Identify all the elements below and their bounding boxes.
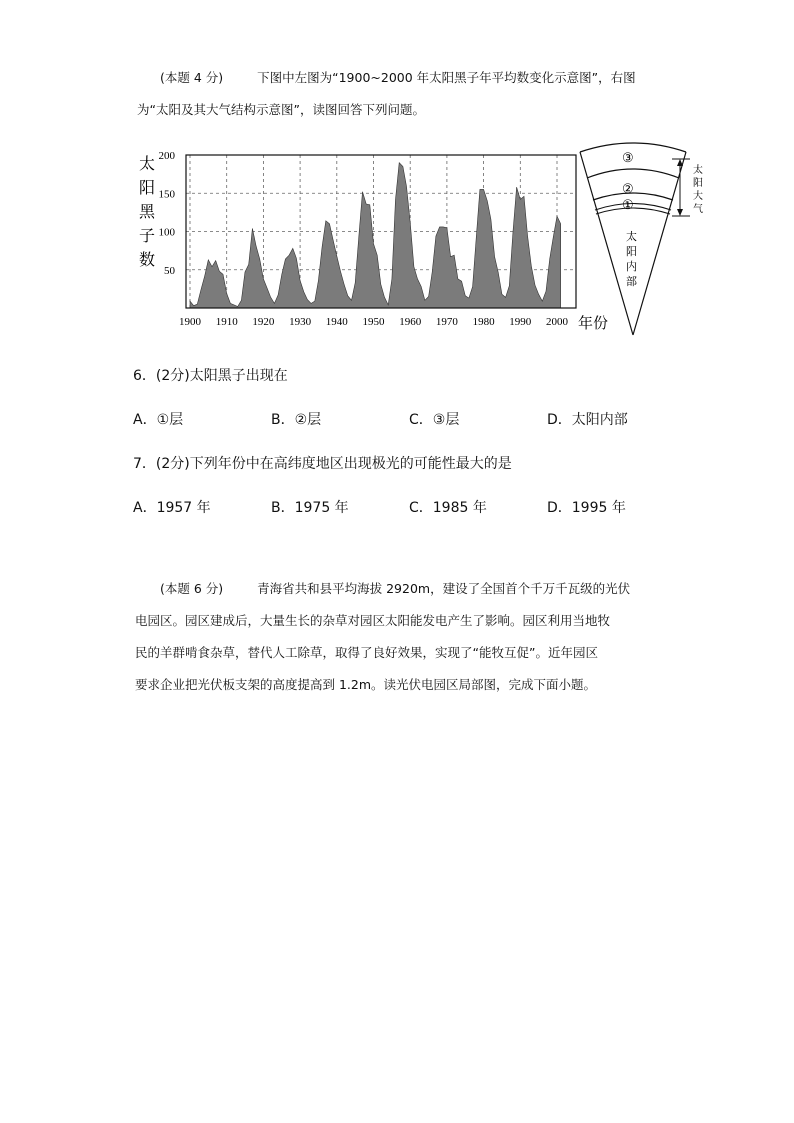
x-tick-label: 1950 — [362, 316, 385, 328]
intro2-line1 — [160, 579, 630, 597]
interior-char-2: 阳 — [626, 246, 637, 258]
intro1-label: (本题 4 分) — [160, 70, 224, 85]
y-axis-label-char: 太 — [139, 156, 156, 173]
wedge-right-edge — [633, 152, 686, 335]
q7-option-c[interactable]: C．1985 年 — [409, 500, 487, 516]
intro1-line2: 为“太阳及其大气结构示意图”，读图回答下列问题。 — [137, 102, 425, 117]
bracket-char-4: 气 — [693, 204, 703, 215]
bracket-char-1: 太 — [693, 165, 703, 176]
x-tick-label: 1920 — [252, 316, 275, 328]
y-tick-labels — [159, 150, 176, 277]
x-tick-label: 1940 — [325, 316, 348, 328]
bracket-arrow-head-bottom — [677, 209, 683, 216]
q6-option-d[interactable]: D．太阳内部 — [547, 412, 628, 428]
interior-char-4: 部 — [626, 276, 637, 288]
x-tick-label: 2000 — [546, 316, 568, 328]
q7-option-a[interactable]: A．1957 年 — [133, 500, 211, 516]
bracket-char-2: 阳 — [693, 178, 703, 189]
y-tick-label: 200 — [158, 150, 175, 162]
interior-char-3: 内 — [626, 261, 637, 273]
bracket-arrow-head-top — [677, 159, 683, 166]
intro2-line2: 电园区。园区建成后，大量生长的杂草对园区太阳能发电产生了影响。园区利用当地牧 — [135, 613, 611, 628]
bracket-label — [693, 163, 703, 215]
x-tick-label: 1930 — [289, 316, 312, 328]
q7-option-b[interactable]: B．1975 年 — [271, 500, 349, 516]
y-axis-label-char: 黑 — [139, 204, 156, 221]
wedge-left-edge — [580, 152, 633, 335]
y-axis-label-char: 阳 — [139, 180, 156, 197]
q6-option-b[interactable]: B．②层 — [271, 412, 322, 428]
bracket-char-3: 大 — [693, 191, 703, 202]
y-tick-label: 150 — [158, 188, 175, 201]
intro2-line3: 民的羊群啃食杂草，替代人工除草，取得了良好效果，实现了“能牧互促”。近年园区 — [135, 645, 598, 660]
sunspot-chart — [135, 145, 609, 345]
layer-label-3: ③ — [622, 150, 634, 165]
intro1-text-1: 下图中左图为“1900~2000 年太阳黑子年平均数变化示意图”，右图 — [257, 70, 636, 85]
y-axis-label — [139, 155, 156, 269]
sunspot-area-series — [190, 163, 561, 308]
y-axis-label-char: 子 — [139, 228, 156, 245]
q6-stem: 6．(2分)太阳黑子出现在 — [133, 368, 288, 384]
layer-label-2: ② — [622, 181, 634, 196]
intro2-text-1: 青海省共和县平均海拔 2920m，建设了全国首个千万千瓦级的光伏 — [257, 581, 631, 596]
x-tick-label: 1980 — [472, 316, 495, 328]
interior-label — [626, 229, 637, 288]
y-tick-label: 50 — [164, 264, 175, 277]
x-tick-labels — [179, 316, 569, 328]
q6-option-c[interactable]: C．③层 — [409, 412, 460, 428]
intro2-label: (本题 6 分) — [160, 581, 224, 596]
x-tick-label: 1910 — [215, 316, 238, 328]
x-tick-label: 1990 — [509, 316, 532, 328]
y-tick-label: 100 — [158, 226, 175, 239]
q7-option-d[interactable]: D．1995 年 — [547, 500, 626, 516]
x-tick-label: 1960 — [399, 316, 422, 328]
q6-option-a[interactable]: A．①层 — [133, 412, 184, 428]
x-axis-label: 年份 — [578, 316, 609, 332]
layer-boundary-3 — [587, 169, 679, 178]
intro1-line1 — [160, 68, 636, 86]
layer-label-1: ① — [622, 197, 634, 212]
sun-structure-diagram — [578, 140, 718, 340]
q7-stem: 7．(2分)下列年份中在高纬度地区出现极光的可能性最大的是 — [133, 456, 512, 472]
interior-char-1: 太 — [626, 231, 637, 243]
x-tick-label: 1970 — [435, 316, 458, 328]
y-axis-label-char: 数 — [139, 252, 156, 269]
x-tick-label: 1900 — [179, 316, 201, 328]
intro2-line4: 要求企业把光伏板支架的高度提高到 1.2m。读光伏电园区局部图，完成下面小题。 — [135, 677, 597, 692]
